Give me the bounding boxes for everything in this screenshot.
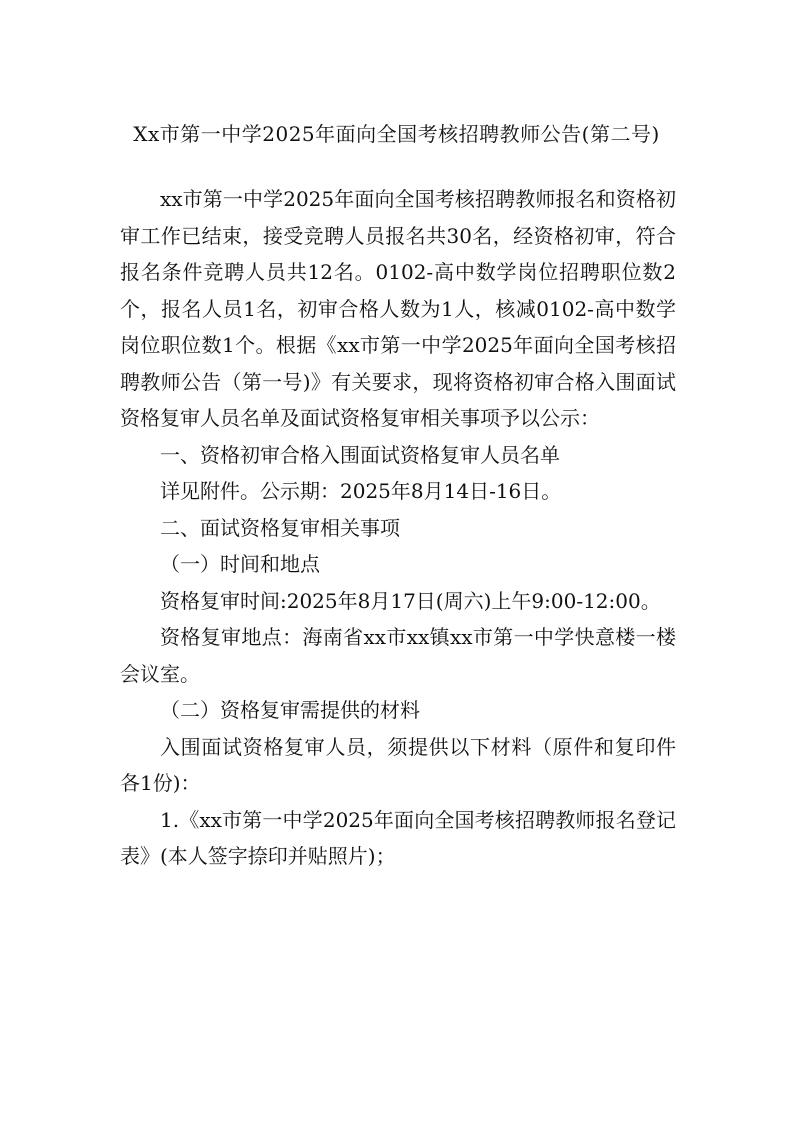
paragraph-materials-intro: 入围面试资格复审人员，须提供以下材料（原件和复印件各1份)：	[120, 734, 676, 795]
paragraph-attachment-notice: 详见附件。公示期：2025年8月14日-16日。	[160, 479, 562, 503]
intro-paragraph: xx市第一中学2025年面向全国考核招聘教师报名和资格初审工作已结束，接受竞聘人员报名共30名，经资格初审，符合报名条件竞聘人员共12名。0102-高中数学岗位招聘职位数2个，报名人员1名，初审合格人数为1人，核减0102-高中数学岗位职位数1个。根据《xx市第一中学2025年面向全国考核招聘教师公告（第一号)》有关要求，现将资格初审合格入围面试资格复审人员名单及面试资格复审相关事项予以公示：	[120, 187, 676, 430]
section-heading-1: 一、资格初审合格入围面试资格复审人员名单	[160, 442, 560, 467]
subsection-heading-materials: （二）资格复审需提供的材料	[160, 698, 420, 722]
paragraph-review-location: 资格复审地点：海南省xx市xx镇xx市第一中学快意楼一楼会议室。	[120, 625, 676, 686]
paragraph-review-time: 资格复审时间:2025年8月17日(周六)上午9:00-12:00。	[160, 588, 661, 613]
list-item-registration-form: 1.《xx市第一中学2025年面向全国考核招聘教师报名登记表》(本人签字捺印并贴照片)；	[120, 807, 676, 868]
document-title: Xx市第一中学2025年面向全国考核招聘教师公告(第二号)	[133, 122, 660, 146]
section-heading-2: 二、面试资格复审相关事项	[160, 515, 400, 540]
subsection-heading-time-location: （一）时间和地点	[160, 552, 320, 576]
document-body	[120, 181, 676, 875]
